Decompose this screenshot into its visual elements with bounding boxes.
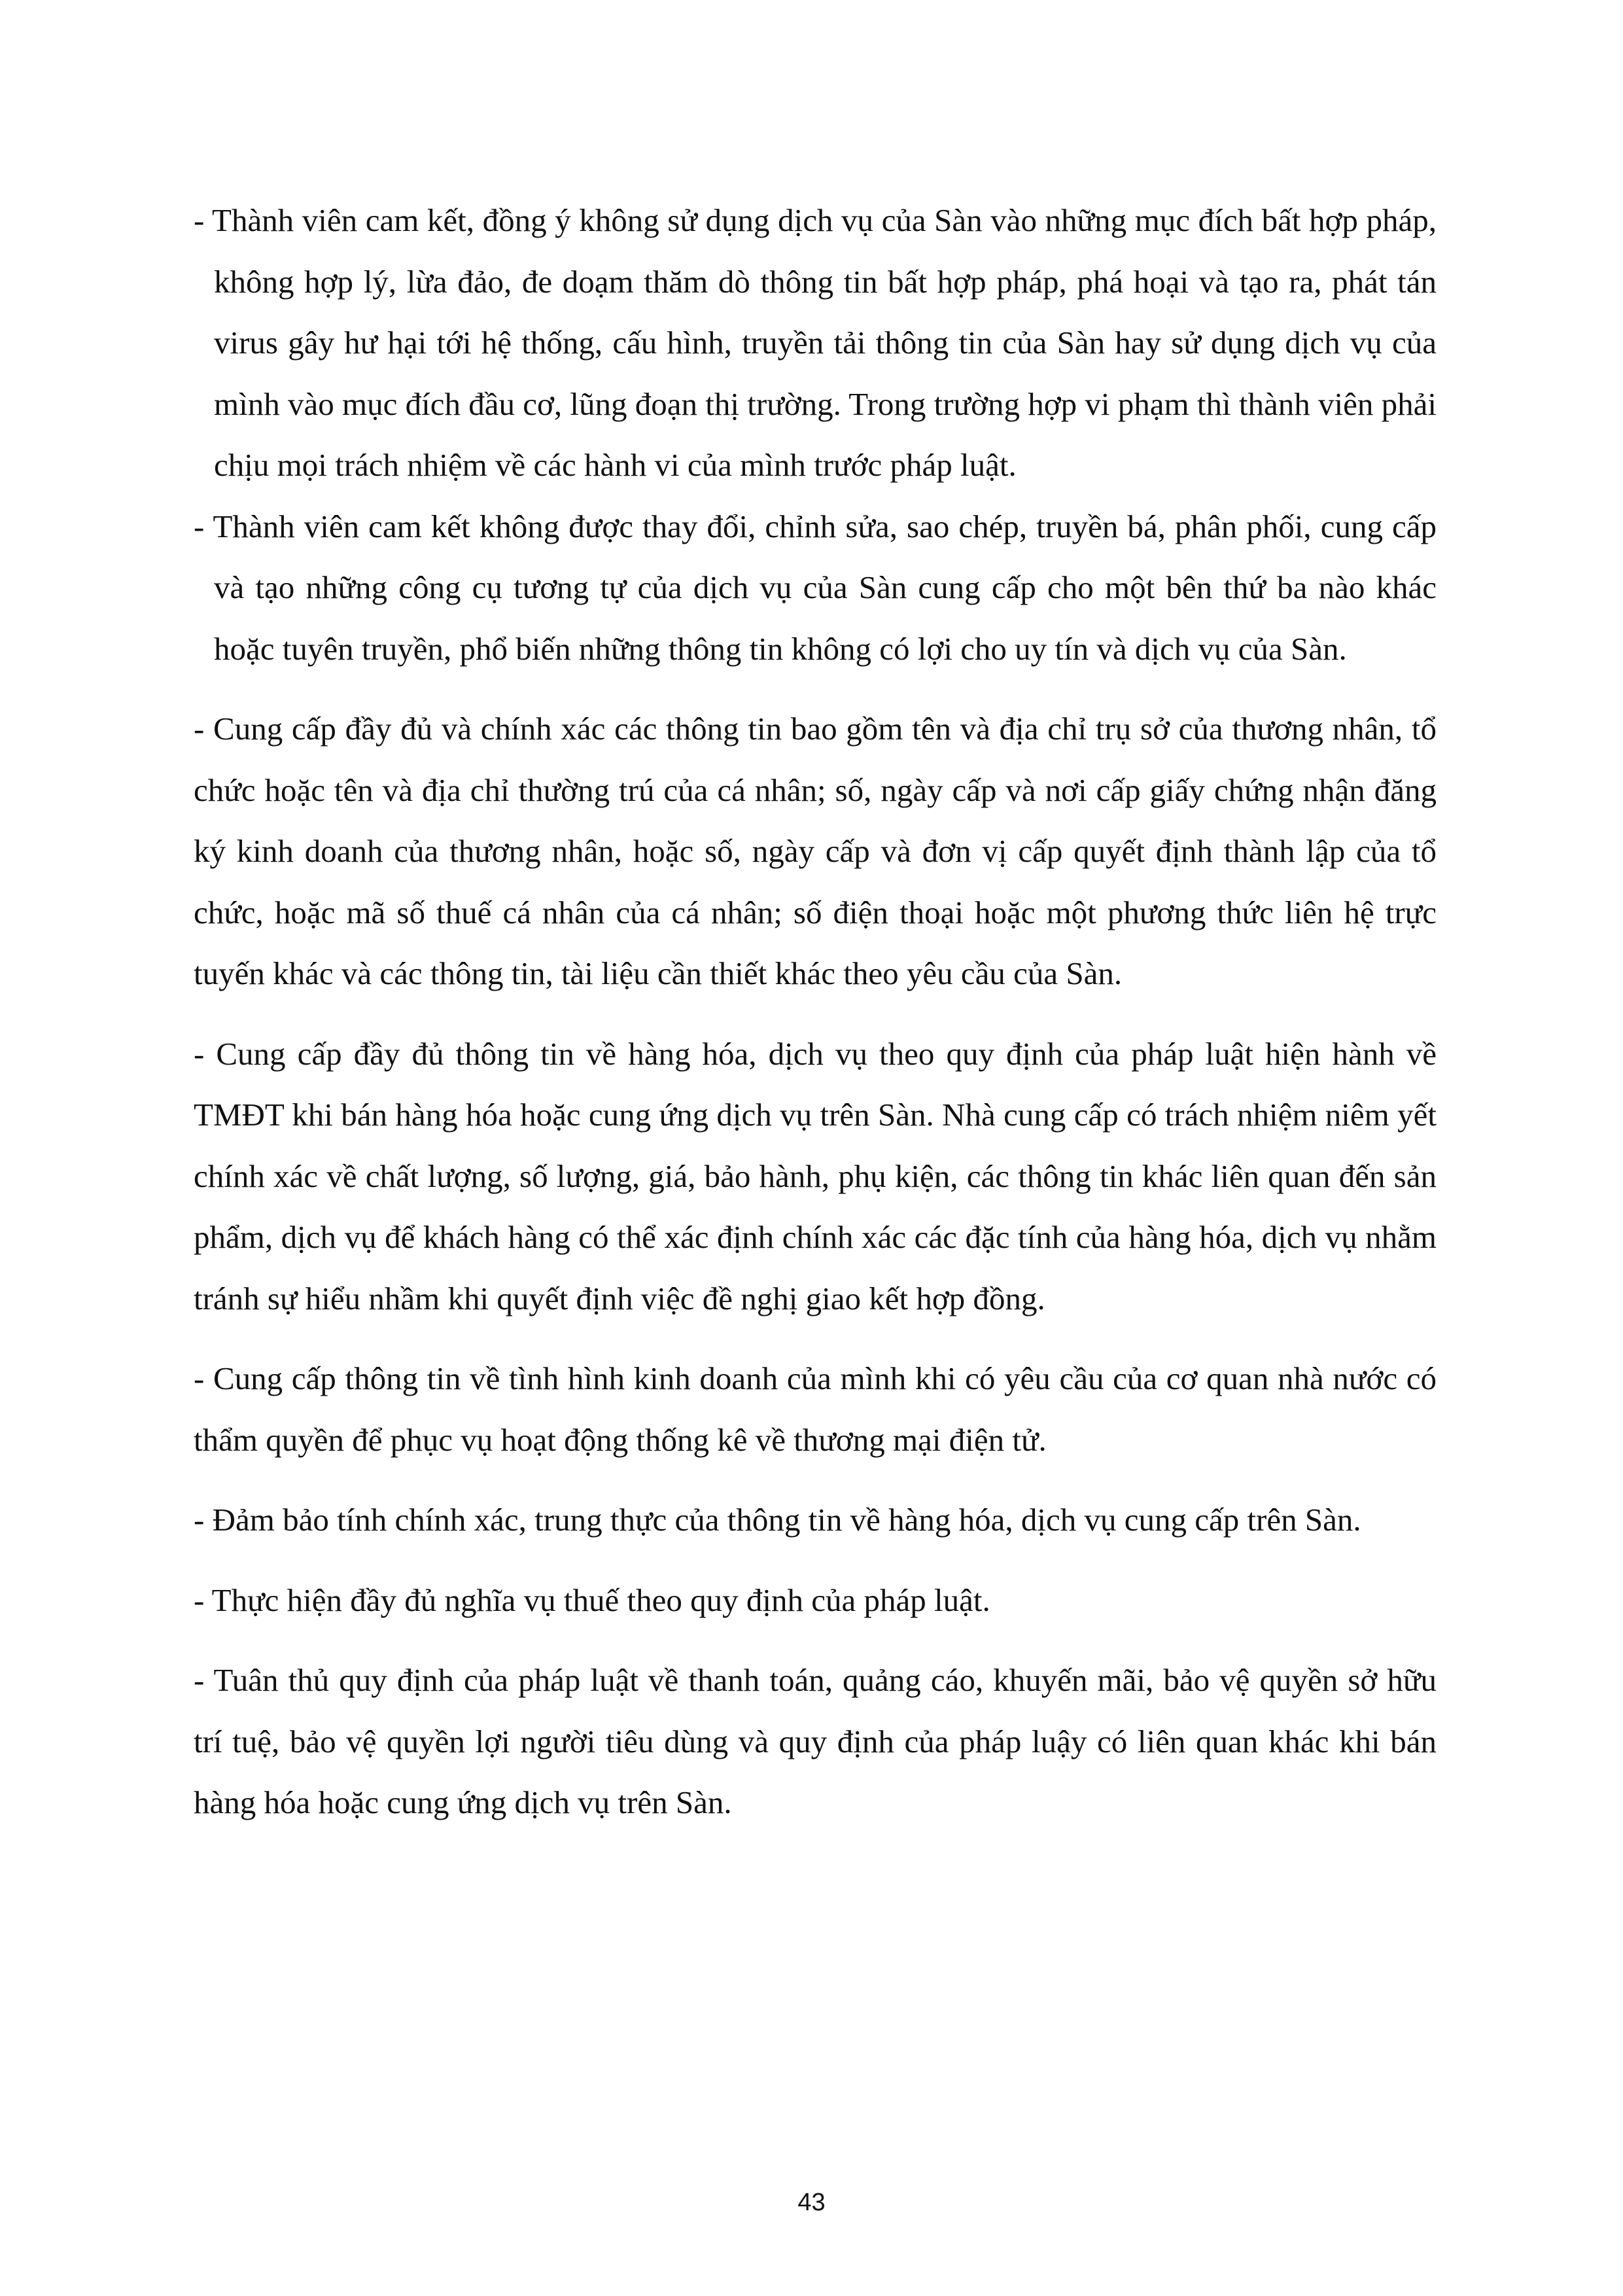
document-body — [194, 190, 1437, 1833]
paragraph-ensure-accuracy: - Đảm bảo tính chính xác, trung thực của thông tin về hàng hóa, dịch vụ cung cấp trên Sàn. — [194, 1502, 1361, 1538]
paragraph-legal-compliance: - Tuân thủ quy định của pháp luật về thanh toán, quảng cáo, khuyến mãi, bảo vệ quyền sở hữu trí tuệ, bảo vệ quyền lợi người tiêu dùng và quy định của pháp luậy có liên quan khác khi bán hàng hóa hoặc cung ứng dịch vụ trên Sàn. — [194, 1662, 1437, 1820]
paragraph-provide-product-info: - Cung cấp đầy đủ thông tin về hàng hóa, dịch vụ theo quy định của pháp luật hiện hành về TMĐT khi bán hàng hóa hoặc cung ứng dịch vụ trên Sàn. Nhà cung cấp có trách nhiệm niêm yết chính xác về chất lượng, số lượng, giá, bảo hành, phụ kiện, các thông tin khác liên quan đến sản phẩm, dịch vụ để khách hàng có thể xác định chính xác các đặc tính của hàng hóa, dịch vụ nhằm tránh sự hiểu nhầm khi quyết định việc đề nghị giao kết hợp đồng. — [194, 1035, 1437, 1316]
paragraph-tax-obligation: - Thực hiện đầy đủ nghĩa vụ thuế theo quy định của pháp luật. — [194, 1581, 990, 1618]
paragraph-provide-identity-info: - Cung cấp đầy đủ và chính xác các thông tin bao gồm tên và địa chỉ trụ sở của thương nhân, tổ chức hoặc tên và địa chỉ thường trú của cá nhân; số, ngày cấp và nơi cấp giấy chứng nhận đăng ký kinh doanh của thương nhân, hoặc số, ngày cấp và đơn vị cấp quyết định thành lập của tổ chức, hoặc mã số thuế cá nhân của cá nhân; số điện thoại hoặc một phương thức liên hệ trực tuyến khác và các thông tin, tài liệu cần thiết khác theo yêu cầu của Sàn. — [194, 711, 1437, 991]
paragraph-provide-business-info: - Cung cấp thông tin về tình hình kinh doanh của mình khi có yêu cầu của cơ quan nhà nước có thẩm quyền để phục vụ hoạt động thống kê về thương mại điện tử. — [194, 1360, 1437, 1458]
paragraph-member-commitment-no-copy: - Thành viên cam kết không được thay đổi, chỉnh sửa, sao chép, truyền bá, phân phối, cung cấp và tạo những công cụ tương tự của dịch vụ của Sàn cung cấp cho một bên thứ ba nào khác hoặc tuyên truyền, phổ biến những thông tin không có lợi cho uy tín và dịch vụ của Sàn. — [194, 508, 1437, 667]
page-number: 43 — [797, 2189, 826, 2216]
paragraph-member-commitment-lawful-use: - Thành viên cam kết, đồng ý không sử dụng dịch vụ của Sàn vào những mục đích bất hợp pháp, không hợp lý, lừa đảo, đe doạm thăm dò thông tin bất hợp pháp, phá hoại và tạo ra, phát tán virus gây hư hại tới hệ thống, cấu hình, truyền tải thông tin của Sàn hay sử dụng dịch vụ của mình vào mục đích đầu cơ, lũng đoạn thị trường. Trong trường hợp vi phạm thì thành viên phải chịu mọi trách nhiệm về các hành vi của mình trước pháp luật. — [194, 202, 1437, 483]
